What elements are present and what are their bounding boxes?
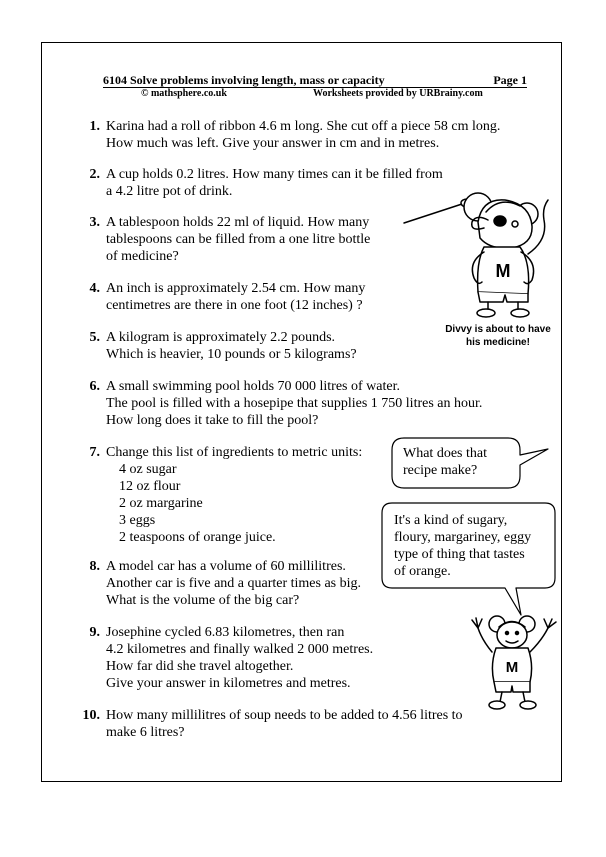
question-line: a 4.2 litre pot of drink.: [106, 184, 233, 199]
bubble-line: What does that: [403, 446, 487, 461]
copyright: © mathsphere.co.uk: [141, 88, 227, 99]
question-line: 4.2 kilometres and finally walked 2 000 metres.: [106, 642, 374, 657]
ingredient-item: 3 eggs: [119, 513, 156, 528]
question-line: centimetres are there in one foot (12 inches) ?: [106, 298, 363, 313]
shirt-letter: M: [495, 261, 511, 281]
question-line: of medicine?: [106, 249, 179, 264]
question-number: 8.: [89, 559, 100, 574]
question-line: A cup holds 0.2 litres. How many times can it be filled from: [106, 167, 443, 182]
question-line: tablespoons can be filled from a one litre bottle: [106, 232, 371, 247]
question-number: 1.: [89, 119, 100, 134]
bubble-line: floury, margariney, eggy: [394, 530, 532, 545]
bubble-line: It's a kind of sugary,: [394, 513, 508, 528]
question-number: 6.: [89, 379, 100, 394]
question-line: Josephine cycled 6.83 kilometres, then ran: [106, 625, 345, 640]
question-line: How much was left. Give your answer in cm and in metres.: [106, 136, 440, 151]
ingredient-item: 2 teaspoons of orange juice.: [119, 530, 276, 545]
question-line: make 6 litres?: [106, 725, 185, 740]
question-number: 5.: [89, 330, 100, 345]
question-line: Change this list of ingredients to metric units:: [106, 445, 363, 460]
caption-line: Divvy is about to have: [445, 324, 551, 335]
question-line: A tablespoon holds 22 ml of liquid. How many: [106, 215, 370, 230]
question-line: A model car has a volume of 60 millilitres.: [106, 559, 346, 574]
question-line: Give your answer in kilometres and metres.: [106, 676, 351, 691]
bubble-line: of orange.: [394, 564, 451, 579]
bubble-line: type of thing that tastes: [394, 547, 525, 562]
question-line: The pool is filled with a hosepipe that supplies 1 750 litres an hour.: [106, 396, 483, 411]
provider: Worksheets provided by URBrainy.com: [313, 88, 483, 99]
question-number: 3.: [89, 215, 100, 230]
question-line: How many millilitres of soup needs to be added to 4.56 litres to: [106, 708, 463, 723]
question-line: A small swimming pool holds 70 000 litres of water.: [106, 379, 400, 394]
bubble-line: recipe make?: [403, 463, 478, 478]
question-line: A kilogram is approximately 2.2 pounds.: [106, 330, 336, 345]
caption-line: his medicine!: [466, 337, 530, 348]
page-number: Page 1: [493, 73, 527, 87]
question-number: 4.: [89, 281, 100, 296]
question-line: Another car is five and a quarter times as big.: [106, 576, 362, 591]
question-number: 2.: [89, 167, 100, 182]
question-line: How long does it take to fill the pool?: [106, 413, 319, 428]
ingredient-item: 12 oz flour: [119, 479, 181, 494]
question-line: Karina had a roll of ribbon 4.6 m long. She cut off a piece 58 cm long.: [106, 119, 501, 134]
question-line: Which is heavier, 10 pounds or 5 kilograms?: [106, 347, 357, 362]
ingredient-item: 2 oz margarine: [119, 496, 203, 511]
question-number: 7.: [89, 445, 100, 460]
shirt-letter: M: [505, 659, 519, 676]
title-text: 6104 Solve problems involving length, mass or capacity: [103, 73, 385, 87]
question-number: 9.: [89, 625, 100, 640]
question-number: 10.: [82, 708, 100, 723]
question-line: What is the volume of the big car?: [106, 593, 300, 608]
question-line: An inch is approximately 2.54 cm. How many: [106, 281, 366, 296]
question-line: How far did she travel altogether.: [106, 659, 294, 674]
ingredient-item: 4 oz sugar: [119, 462, 177, 477]
